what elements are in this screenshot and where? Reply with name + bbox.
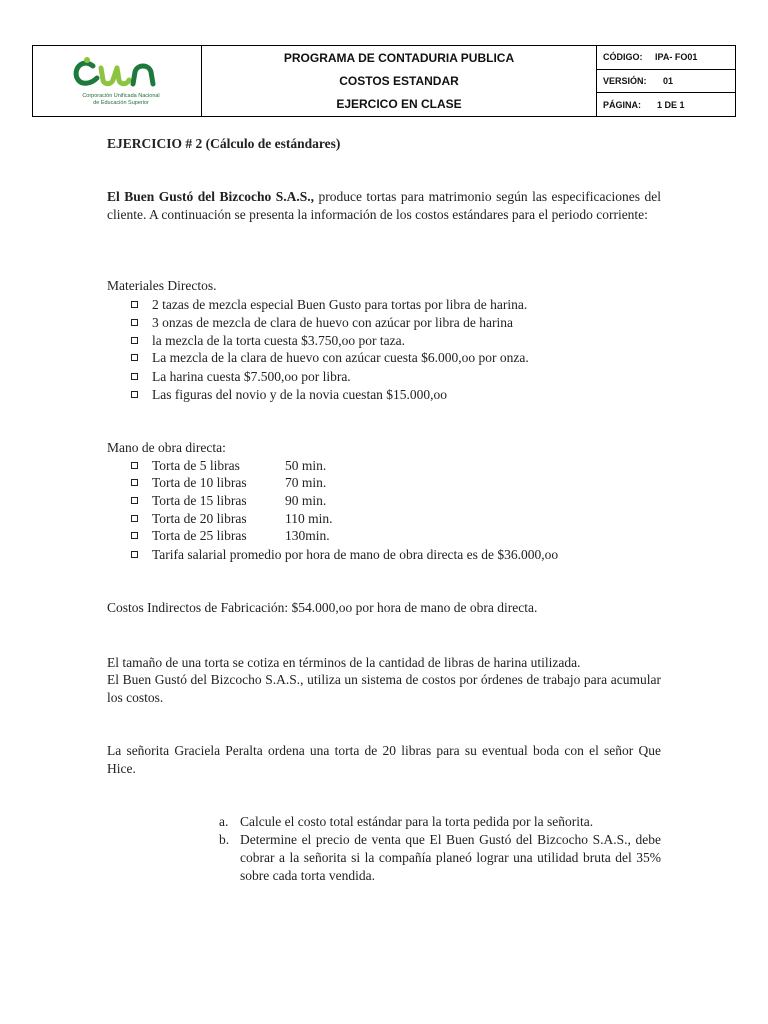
list-item (131, 368, 351, 386)
logo-subtitle-line: de Educación Superior (93, 100, 149, 106)
square-bullet-icon (131, 532, 138, 539)
question-marker: a. (219, 814, 229, 829)
square-bullet-icon (131, 462, 138, 469)
materials-heading: Materiales Directos. (107, 278, 217, 293)
list-item (131, 457, 326, 475)
header-meta-cell (597, 46, 735, 116)
meta-pagina (597, 92, 735, 116)
course-title: COSTOS ESTANDAR (339, 73, 459, 88)
list-item (131, 296, 527, 314)
list-item-text: La harina cuesta $7.500,oo por libra. (152, 369, 351, 384)
square-bullet-icon (131, 373, 138, 380)
overhead-paragraph: Costos Indirectos de Fabricación: $54.000,oo por hora de mano de obra directa. (107, 600, 538, 615)
labor-rate: Tarifa salarial promedio por hora de mano de obra directa es de $36.000,oo (152, 547, 559, 562)
header-logo-cell (33, 46, 202, 116)
meta-value: IPA- FO01 (655, 52, 698, 63)
cun-logo-icon (71, 56, 163, 90)
company-name: El Buen Gustó del Bizcocho S.A.S., (107, 189, 314, 204)
question-text: Determine el precio de venta que El Buen Gustó del Bizcocho S.A.S., debe cobrar a la señorita si la compañía planeó lograr una utilidad bruta del 35% sobre cada torta vendida. (240, 832, 661, 883)
list-item-text: Las figuras del novio y de la novia cuestan $15.000,oo (152, 387, 448, 402)
cake-size: Torta de 15 libras (152, 493, 247, 508)
meta-codigo (597, 46, 735, 69)
intro-text: produce tortas para matrimonio según las especificaciones del cliente. A continuación se presenta la información de los costos estándares para el periodo corriente: (107, 189, 661, 222)
list-item (131, 332, 405, 350)
order-paragraph: La señorita Graciela Peralta ordena una torta de 20 libras para su eventual boda con el señor Que Hice. (107, 743, 661, 776)
cost-system-paragraph: El Buen Gustó del Bizcocho S.A.S., utiliza un sistema de costos por órdenes de trabajo para acumular los costos. (107, 672, 661, 705)
square-bullet-icon (131, 301, 138, 308)
list-item-text: 2 tazas de mezcla especial Buen Gusto para tortas por libra de harina. (152, 297, 528, 312)
meta-value: 1 DE 1 (657, 99, 685, 110)
list-item (131, 386, 447, 404)
cake-size: Torta de 5 libras (152, 458, 240, 473)
labor-time: 90 min. (285, 493, 327, 508)
size-paragraph: El tamaño de una torta se cotiza en términos de la cantidad de libras de harina utilizada. (107, 655, 581, 670)
list-item (131, 527, 330, 545)
square-bullet-icon (131, 479, 138, 486)
cake-size: Torta de 10 libras (152, 475, 247, 490)
question-marker: b. (219, 832, 230, 847)
meta-value: 01 (663, 76, 674, 86)
list-item-text: la mezcla de la torta cuesta $3.750,oo por taza. (152, 333, 406, 348)
meta-version (597, 69, 735, 93)
intro-paragraph (107, 188, 661, 224)
cake-size: Torta de 25 libras (152, 528, 247, 543)
square-bullet-icon (131, 515, 138, 522)
labor-time: 70 min. (285, 475, 327, 490)
square-bullet-icon (131, 319, 138, 326)
list-item-text: La mezcla de la clara de huevo con azúcar cuesta $6.000,oo por onza. (152, 350, 529, 365)
labor-heading: Mano de obra directa: (107, 440, 226, 455)
square-bullet-icon (131, 391, 138, 398)
question-item (219, 813, 661, 831)
header-title-cell (202, 46, 597, 116)
labor-time: 50 min. (285, 458, 327, 473)
list-item (131, 510, 333, 528)
logo-subtitle-line: Corporación Unificada Nacional (82, 93, 160, 99)
question-text: Calcule el costo total estándar para la torta pedida por la señorita. (240, 814, 594, 829)
list-item (131, 349, 529, 367)
labor-time: 130min. (285, 528, 330, 543)
square-bullet-icon (131, 337, 138, 344)
labor-time: 110 min. (285, 511, 333, 526)
exercise-heading: EJERCICIO # 2 (Cálculo de estándares) (107, 136, 341, 151)
exercise-title: EJERCICO EN CLASE (336, 97, 462, 112)
list-item (131, 314, 513, 332)
meta-label: VERSIÓN: (603, 76, 647, 86)
square-bullet-icon (131, 551, 138, 558)
list-item (131, 492, 326, 510)
list-item (131, 546, 558, 564)
square-bullet-icon (131, 354, 138, 361)
cake-size: Torta de 20 libras (152, 511, 247, 526)
meta-label: CÓDIGO: (603, 52, 643, 63)
logo-subtitle (61, 93, 181, 107)
list-item (131, 474, 326, 492)
meta-label: PÁGINA: (603, 99, 641, 110)
list-item-text: 3 onzas de mezcla de clara de huevo con azúcar por libra de harina (152, 315, 513, 330)
square-bullet-icon (131, 497, 138, 504)
document-header (32, 45, 736, 117)
program-title: PROGRAMA DE CONTADURIA PUBLICA (283, 50, 515, 65)
question-item (219, 831, 661, 885)
